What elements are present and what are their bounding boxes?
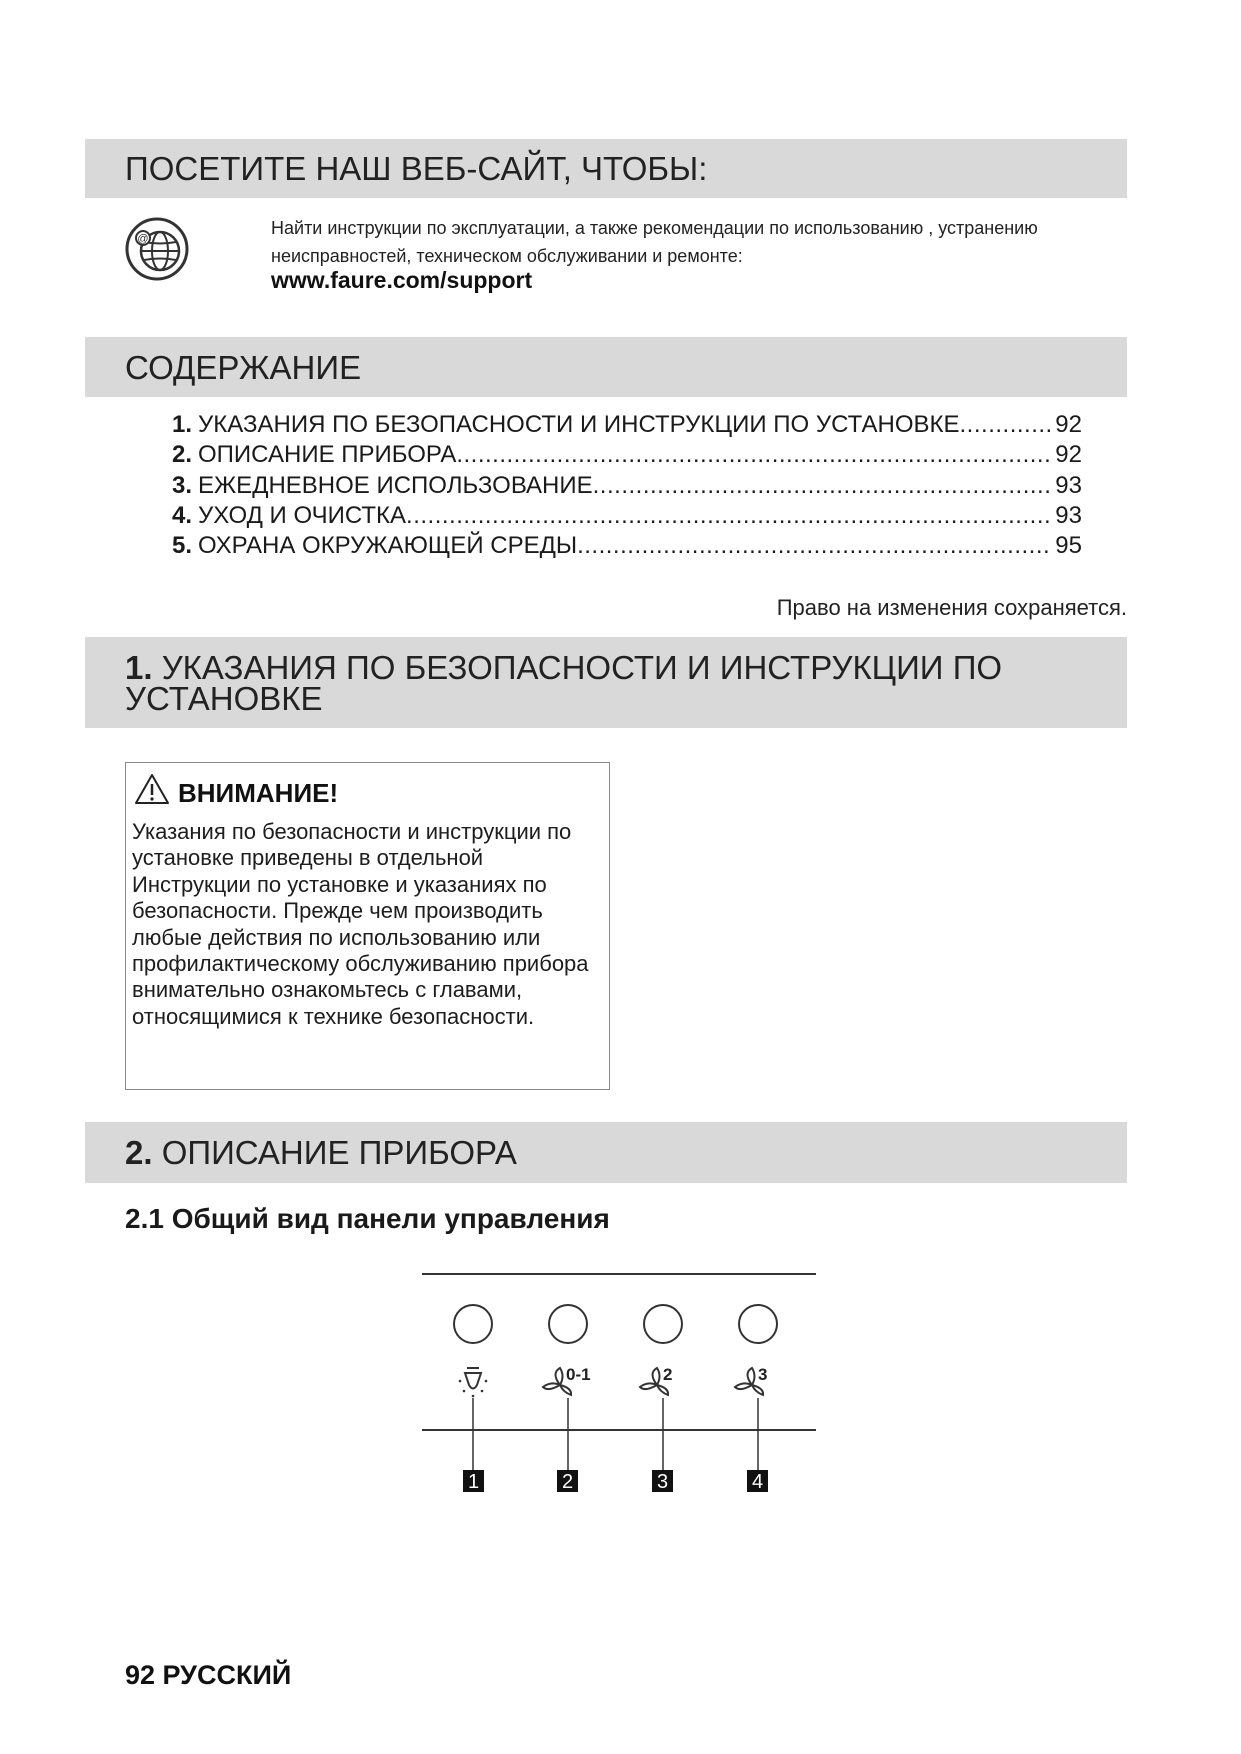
toc-item-page: 92	[1055, 411, 1082, 438]
section-2-title: ОПИСАНИЕ ПРИБОРА	[161, 1134, 517, 1171]
toc-item-page: 93	[1055, 501, 1082, 529]
toc-leader-dots	[406, 501, 1051, 531]
panel-button-3[interactable]	[644, 1305, 682, 1343]
toc-item-number: 1.	[172, 411, 193, 438]
toc-item-number: 5.	[172, 532, 193, 560]
callout-number-1: 1	[467, 1471, 480, 1493]
toc-item-label: ОПИСАНИЕ ПРИБОРА	[198, 441, 457, 469]
globe-icon	[124, 216, 190, 282]
warning-title: ВНИМАНИЕ!	[178, 778, 339, 808]
toc-item-number: 4.	[172, 501, 193, 529]
warning-text: Указания по безопасности и инструкции по установке приведены в отдельной Инструкции по установке и указаниях по безопасности. Прежде чем производить любые действия по использованию или профилактическому обслуживанию прибора внимательно ознакомьтесь с главами, относящимися к технике безопасности.	[132, 819, 589, 1029]
toc-item-2[interactable]	[172, 440, 1082, 470]
toc-item-number: 2.	[172, 441, 193, 469]
toc-leader-dots	[960, 410, 1052, 440]
toc-heading: СОДЕРЖАНИЕ	[125, 349, 362, 386]
warning-triangle-icon	[134, 773, 170, 805]
toc-leader-dots	[593, 471, 1052, 501]
svg-text:@: @	[137, 233, 149, 245]
toc-item-page: 93	[1055, 471, 1082, 499]
page-footer: 92 РУССКИЙ	[125, 1660, 292, 1690]
toc-leader-dots	[456, 440, 1051, 470]
toc-item-number: 3.	[172, 471, 193, 499]
panel-button-1[interactable]	[454, 1305, 492, 1343]
callout-number-4: 4	[751, 1471, 764, 1493]
section-1-title: УКАЗАНИЯ ПО БЕЗОПАСНОСТИ И ИНСТРУКЦИИ ПО УСТАНОВКЕ	[125, 649, 1003, 717]
toc-item-label: УХОД И ОЧИСТКА	[198, 501, 407, 529]
fan-speed-label-4: 3	[758, 1365, 768, 1384]
section-2-number: 2.	[125, 1134, 153, 1171]
toc-item-3[interactable]	[172, 471, 1082, 501]
panel-button-4[interactable]	[739, 1305, 777, 1343]
visit-header-band	[85, 139, 1127, 198]
toc-item-5[interactable]	[172, 531, 1082, 561]
light-icon	[459, 1368, 488, 1397]
toc-item-1[interactable]	[172, 410, 1082, 440]
support-link[interactable]: www.faure.com/support	[271, 267, 533, 293]
control-panel-diagram	[420, 1270, 830, 1520]
warning-box	[125, 762, 610, 1090]
section-1-header-band	[85, 637, 1127, 728]
visit-description: Найти инструкции по эксплуатации, а также рекомендации по использованию , устранению неисправностей, техническом обслуживании и ремонте:	[271, 218, 1038, 266]
section-1-heading	[125, 649, 1085, 717]
toc-item-page: 92	[1055, 441, 1082, 469]
fan-speed-label-2: 0-1	[566, 1365, 591, 1384]
section-1-number: 1.	[125, 649, 153, 686]
visit-heading: ПОСЕТИТЕ НАШ ВЕБ-САЙТ, ЧТОБЫ:	[125, 150, 708, 187]
toc-item-label: ЕЖЕДНЕВНОЕ ИСПОЛЬЗОВАНИЕ	[198, 471, 593, 499]
toc-item-page: 95	[1055, 532, 1082, 560]
rights-notice: Право на изменения сохраняется.	[776, 595, 1127, 620]
callout-number-3: 3	[656, 1471, 669, 1493]
toc-header-band	[85, 337, 1127, 397]
toc-leader-dots	[577, 531, 1051, 561]
section-2-header-band	[85, 1122, 1127, 1183]
callout-number-2: 2	[561, 1471, 574, 1493]
section-2-heading	[125, 1134, 517, 1171]
table-of-contents	[172, 410, 1082, 561]
subsection-2-1-heading: 2.1 Общий вид панели управления	[125, 1203, 610, 1234]
toc-item-label: ОХРАНА ОКРУЖАЮЩЕЙ СРЕДЫ	[198, 532, 578, 560]
fan-speed-label-3: 2	[663, 1365, 673, 1384]
toc-item-label: УКАЗАНИЯ ПО БЕЗОПАСНОСТИ И ИНСТРУКЦИИ ПО УСТАНОВКЕ	[198, 411, 960, 438]
toc-item-4[interactable]	[172, 501, 1082, 531]
panel-button-2[interactable]	[549, 1305, 587, 1343]
